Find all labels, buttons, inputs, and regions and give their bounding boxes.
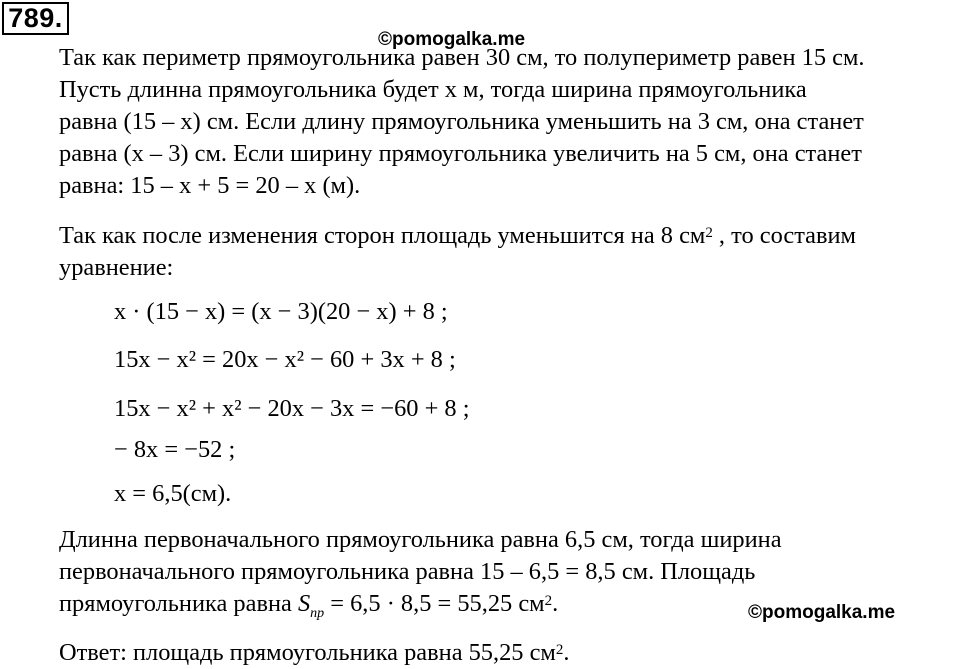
equation-4: − 8x = −52 ; <box>114 436 236 463</box>
text-line: Так как после изменения сторон площадь уменьшится на 8 $см^2$ , то составим <box>59 222 856 249</box>
paragraph-result <box>59 524 782 630</box>
text-line: равна (x – 3) см. Если ширину прямоугольника увеличить на 5 см, она станет <box>59 140 862 167</box>
text-line: равна: 15 – x + 5 = 20 – x (м). <box>59 172 361 199</box>
equation-5: x = 6,5(см). <box>114 480 232 507</box>
text-line: первоначального прямоугольника равна 15 – 6,5 = 8,5 см. Площадь <box>59 558 756 585</box>
paragraph-equation-intro <box>59 220 856 284</box>
problem-number: 789. <box>2 2 69 35</box>
equation-3: 15x − x² + x² − 20x − 3x = −60 + 8 ; <box>114 395 470 422</box>
text-line: Так как периметр прямоугольника равен 30 см, то полупериметр равен 15 см. <box>59 44 865 71</box>
equation-1: x · (15 − x) = (x − 3)(20 − x) + 8 ; <box>114 298 448 325</box>
superscript: 2 <box>544 593 553 609</box>
watermark-top: ©pomogalka.me <box>378 29 526 50</box>
text-line: прямоугольника равна $S_{пр} = 6,5 \cdot 8,5 = 55,25$ $см^2$. <box>59 590 559 621</box>
superscript: 2 <box>555 642 564 658</box>
area-subscript: пр <box>310 605 325 621</box>
superscript: 2 <box>705 225 713 241</box>
text-line: уравнение: <box>59 254 174 281</box>
equation-2: 15x − x² = 20x − x² − 60 + 3x + 8 ; <box>114 346 456 373</box>
text-line: Длинна первоначального прямоугольника равна 6,5 см, тогда ширина <box>59 526 782 553</box>
answer-line: Ответ: площадь прямоугольника равна 55,25 $см^2$. <box>59 639 570 666</box>
area-symbol: S <box>297 590 311 617</box>
text-line: Пусть длинна прямоугольника будет x м, тогда ширина прямоугольника <box>59 76 807 103</box>
watermark-bottom: ©pomogalka.me <box>748 602 896 623</box>
paragraph-conditions <box>59 42 865 202</box>
text-line: равна (15 – x) см. Если длину прямоугольника уменьшить на 3 см, она станет <box>59 108 864 135</box>
